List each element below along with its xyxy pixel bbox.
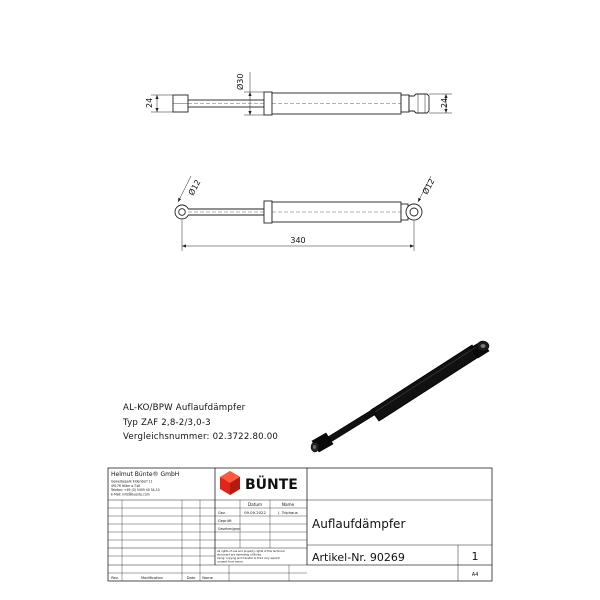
checked-label: Geprüft — [218, 519, 232, 523]
iso-cylinder-body — [371, 345, 480, 421]
address-line-2: 49176 Hilter a.T.W. — [111, 483, 141, 488]
drawn-date: 09.09.2022 — [244, 510, 266, 515]
rev-header: Rev. — [111, 576, 119, 580]
rights-notice-line-3: Using, copying and transfer to third only explicit — [217, 557, 280, 560]
dim-left-eye-diameter: Ø12 — [186, 178, 203, 197]
address-line-1: Gewerbepark Eldendorf 11 — [111, 479, 153, 484]
right-eye-hole — [410, 208, 418, 216]
side-body-collar — [264, 201, 272, 223]
company-name: Helmut Bünte® GmbH — [111, 471, 180, 478]
header-date: Datum — [247, 502, 263, 507]
header-name: Name — [281, 502, 295, 507]
iso-piston-rod — [323, 409, 376, 445]
isometric-view — [311, 341, 489, 452]
rights-notice-line-1: All rights of use and property rights of this technical — [217, 550, 285, 553]
right-rod-end — [409, 94, 429, 113]
address-line-3: Telefon: +49 (0) 5409 40 34-10 — [111, 488, 160, 493]
dim-left-height: 24 — [145, 97, 154, 108]
drawn-name: J. Triphaus — [278, 510, 298, 515]
sheet-format: A4 — [471, 572, 479, 578]
rights-notice-line-4: consent from owner. — [217, 560, 244, 564]
article-number: Artikel-Nr. 90269 — [312, 551, 405, 564]
logo-wordmark: BÜNTE — [245, 477, 298, 493]
note-line-3: Vergleichsnummer: 02.3722.80.00 — [123, 432, 279, 442]
drawn-label: Gez. — [218, 511, 227, 515]
name-header: Name — [202, 576, 213, 580]
sheet-number: 1 — [471, 550, 479, 563]
left-eye-hole — [179, 209, 186, 216]
date-header: Date — [186, 576, 196, 580]
standard-label: Gesehen/gepr. — [218, 527, 242, 531]
address-line-4: E-Mail: info@buente.com — [111, 492, 150, 497]
body-end-cap — [401, 95, 409, 112]
top-view — [173, 92, 429, 115]
dim-body-diameter: Ø30 — [236, 73, 245, 90]
drawing-title: Auflaufdämpfer — [312, 517, 406, 531]
dim-right-eye-diameter: Ø12 — [420, 177, 437, 196]
body-collar-left — [264, 92, 272, 115]
modification-header: Modification — [141, 576, 163, 580]
side-view — [175, 201, 422, 223]
note-line-1: AL-KO/BPW Auflaufdämpfer — [123, 403, 246, 413]
note-line-2: Typ ZAF 2,8-2/3,0-3 — [123, 418, 211, 428]
buente-logo — [220, 471, 298, 495]
title-block — [108, 468, 492, 581]
dim-total-length: 340 — [290, 236, 306, 245]
rights-notice-line-2: document are ownership of Bünte. — [217, 553, 262, 557]
dim-right-height: 24 — [440, 97, 449, 108]
